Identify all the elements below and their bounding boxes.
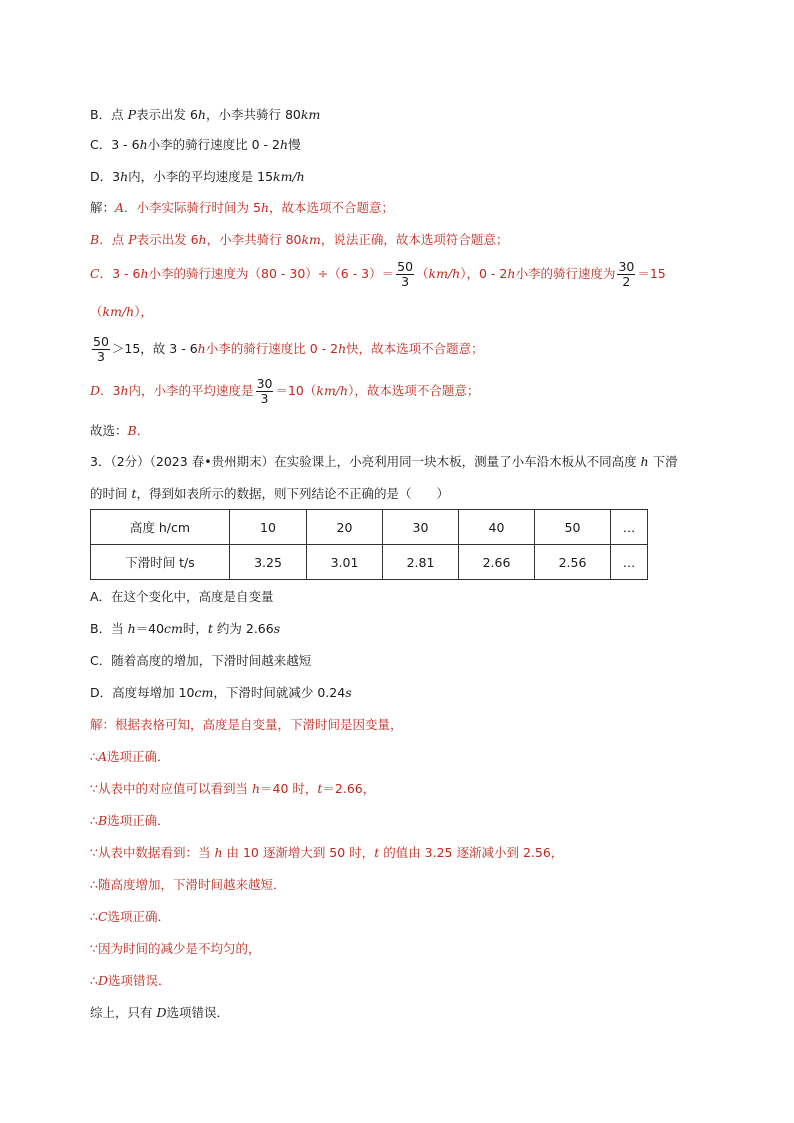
label-c: C	[97, 909, 108, 924]
text: ，下滑时间就减少 0.24	[213, 685, 346, 700]
q2-solution-a	[90, 199, 394, 217]
text: 内，小李的平均速度是	[128, 383, 254, 398]
text: 小李的骑行速度比 0 - 2	[205, 341, 339, 356]
text: ∵从表中的对应值可以看到当	[90, 781, 252, 796]
numerator: 50	[397, 259, 414, 274]
numerator: 30	[256, 376, 273, 391]
unit-h: h	[140, 266, 149, 281]
q3-summary	[90, 1004, 229, 1022]
text: 解：	[90, 200, 116, 215]
unit-s: s	[345, 685, 352, 700]
q3-solution-9	[90, 972, 171, 990]
text: ＝40	[135, 621, 165, 636]
table-cell: 3.01	[307, 545, 383, 580]
q3-option-d	[90, 684, 352, 702]
unit-h: h	[197, 341, 206, 356]
text: ∴	[90, 909, 98, 924]
q3-solution-4	[90, 812, 170, 830]
text: 小李的骑行速度为（80 - 30）÷（6 - 3）＝	[148, 266, 395, 281]
text: 小李的骑行速度为	[515, 266, 616, 281]
text: ），0 - 2	[460, 266, 508, 281]
text: 内，小李的平均速度是 15	[128, 169, 274, 184]
var-p: P	[127, 107, 136, 122]
text: 综上，只有	[90, 1005, 157, 1020]
var-h: h	[127, 621, 136, 636]
unit-cm: cm	[194, 685, 214, 700]
text: ＝15	[637, 266, 666, 281]
table-cell: 20	[307, 510, 383, 545]
text: 约为 2.66	[212, 621, 274, 636]
text: 故选：	[90, 423, 128, 438]
fraction-50-3	[92, 335, 110, 364]
unit-km: km	[301, 232, 321, 247]
table-row-time	[91, 545, 648, 580]
text: ∵从表中数据看到：当	[90, 845, 215, 860]
fraction-50-3	[396, 260, 414, 289]
q3-option-c: C．随着高度的增加，下滑时间越来越短	[90, 653, 312, 668]
text: 表示出发 6	[136, 232, 199, 247]
text: 选项错误．	[107, 973, 171, 988]
label-b: B	[90, 232, 100, 247]
text: 下滑	[648, 454, 678, 469]
text: 时，	[182, 621, 208, 636]
text: 慢	[288, 137, 301, 152]
var-h: h	[214, 845, 223, 860]
text: （	[416, 266, 429, 281]
q2-answer	[90, 422, 149, 440]
text: ．点	[99, 232, 129, 247]
var-h: h	[251, 781, 260, 796]
unit-h: h	[198, 232, 207, 247]
text: ．3	[100, 383, 121, 398]
text: （	[90, 304, 103, 319]
fraction-30-3	[256, 377, 274, 406]
text: B．当	[90, 621, 128, 636]
text: 选项错误．	[166, 1005, 230, 1020]
text: ＝2.66，	[322, 781, 376, 796]
label-c: C	[90, 266, 100, 281]
table-cell: 30	[383, 510, 459, 545]
text: 选项正确．	[106, 749, 170, 764]
text: 的时间	[90, 486, 132, 501]
unit-h: h	[197, 107, 206, 122]
text: C．3 - 6	[90, 137, 140, 152]
table-cell: …	[611, 545, 648, 580]
text: D．3	[90, 169, 121, 184]
unit-kmh: km/h	[316, 383, 349, 398]
var-p: P	[128, 232, 137, 247]
table-cell: 10	[230, 510, 307, 545]
q2-option-c	[90, 136, 301, 154]
q2-option-b	[90, 106, 320, 124]
text: 表示出发 6	[135, 107, 198, 122]
unit-h: h	[507, 266, 516, 281]
text: 的值由 3.25 逐渐减小到 2.56，	[379, 845, 564, 860]
text: ．小李实际骑行时间为 5	[124, 200, 261, 215]
text: 快，故本选项不合题意；	[346, 341, 484, 356]
q3-solution-8: ∵因为时间的减少是不均匀的，	[90, 941, 261, 956]
unit-h: h	[280, 137, 289, 152]
q3-stem-line2	[90, 485, 449, 503]
unit-s: s	[273, 621, 281, 636]
data-table	[90, 509, 648, 580]
text: 小李的骑行速度比 0 - 2	[147, 137, 280, 152]
q3-solution-2	[90, 748, 170, 766]
text: B．点	[90, 107, 128, 122]
text: ＞15，故 3 - 6	[111, 341, 198, 356]
q3-solution-7	[90, 908, 170, 926]
numerator: 30	[618, 259, 635, 274]
q2-solution-c-line2	[90, 303, 153, 321]
text: ．	[136, 423, 150, 438]
table-cell: …	[611, 510, 648, 545]
unit-km: km	[300, 107, 321, 122]
label-d: D	[97, 973, 108, 988]
q3-option-b	[90, 620, 280, 638]
table-row-height	[91, 510, 648, 545]
text: ．3 - 6	[99, 266, 141, 281]
text: ∴	[90, 749, 98, 764]
text: ＝10（	[275, 383, 317, 398]
unit-h: h	[338, 341, 347, 356]
unit-h: h	[260, 200, 270, 215]
numerator: 50	[93, 334, 109, 349]
text: ，故本选项不合题意；	[269, 200, 395, 215]
q2-option-d	[90, 168, 305, 186]
q3-solution-1: 解：根据表格可知，高度是自变量，下滑时间是因变量，	[90, 717, 403, 732]
text: ∴	[90, 973, 98, 988]
q2-solution-c-line1	[90, 259, 666, 289]
label-b: B	[97, 813, 108, 828]
label-d: D	[156, 1005, 167, 1020]
var-h: h	[640, 454, 649, 469]
denominator: 2	[622, 274, 631, 289]
unit-kmh: km/h	[273, 169, 305, 184]
denominator: 3	[96, 349, 105, 364]
var-t: t	[131, 486, 137, 501]
q3-stem-line1	[90, 453, 678, 471]
q2-solution-b	[90, 231, 508, 249]
fraction-30-2	[617, 260, 635, 289]
text: 3．（2分）（2023 春•贵州期末）在实验课上，小亮利用同一块木板，测量了小车沿木板从不同高度	[90, 454, 641, 469]
var-t: t	[374, 845, 380, 860]
denominator: 3	[260, 391, 269, 406]
text: ，得到如表所示的数据，则下列结论不正确的是（ ）	[136, 486, 450, 501]
table-cell: 2.56	[535, 545, 611, 580]
row-label: 下滑时间 t/s	[91, 545, 230, 580]
var-t: t	[317, 781, 323, 796]
text: 选项正确．	[107, 909, 171, 924]
text: ），	[134, 304, 153, 319]
unit-cm: cm	[164, 621, 183, 636]
var-t: t	[207, 621, 213, 636]
text: ∴	[90, 813, 98, 828]
text: 选项正确．	[107, 813, 170, 828]
unit-h: h	[120, 169, 129, 184]
q3-solution-3	[90, 780, 375, 798]
text: ＝40 时，	[260, 781, 318, 796]
table-cell: 2.66	[459, 545, 535, 580]
table-cell: 50	[535, 510, 611, 545]
q3-option-a: A．在这个变化中，高度是自变量	[90, 589, 274, 604]
q2-solution-c-line3	[90, 334, 484, 364]
text: ，小李共骑行 80	[205, 107, 301, 122]
unit-h: h	[120, 383, 129, 398]
label-a: A	[97, 749, 107, 764]
table-cell: 40	[459, 510, 535, 545]
text: ，说法正确，故本选项符合题意；	[320, 232, 509, 247]
text: D．高度每增加 10	[90, 685, 195, 700]
q3-solution-5	[90, 844, 563, 862]
q3-solution-6: ∴随高度增加，下滑时间越来越短．	[90, 877, 286, 892]
row-label: 高度 h/cm	[91, 510, 230, 545]
text: ），故本选项不合题意；	[348, 383, 480, 398]
unit-h: h	[139, 137, 148, 152]
text: ，小李共骑行 80	[206, 232, 302, 247]
label-a: A	[115, 200, 125, 215]
unit-kmh: km/h	[428, 266, 461, 281]
answer-b: B	[127, 423, 137, 438]
table-cell: 2.81	[383, 545, 459, 580]
unit-kmh: km/h	[102, 304, 135, 319]
denominator: 3	[401, 274, 410, 289]
text: 由 10 逐渐增大到 50 时，	[222, 845, 375, 860]
label-d: D	[90, 383, 101, 398]
q2-solution-d	[90, 376, 479, 406]
table-cell: 3.25	[230, 545, 307, 580]
